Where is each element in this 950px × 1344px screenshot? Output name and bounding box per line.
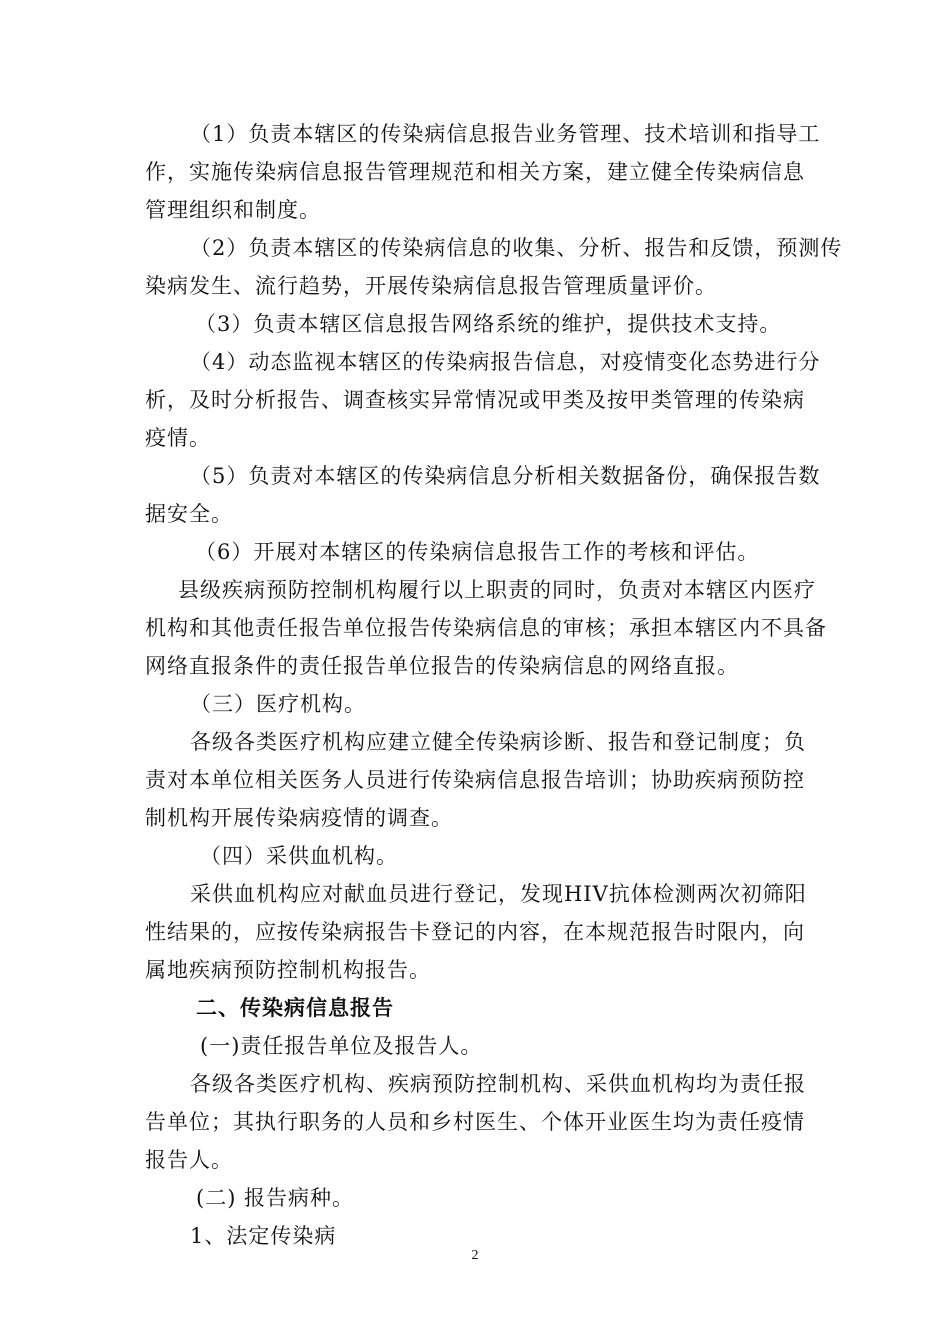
para-1-line-3: 管理组织和制度。 xyxy=(145,198,321,222)
para-9-line-2: 性结果的，应按传染病报告卡登记的内容，在本规范报告时限内，向 xyxy=(145,920,805,944)
para-3-line-1: （3）负责本辖区信息报告网络系统的维护，提供技术支持。 xyxy=(195,312,782,336)
para-1-line-2: 作，实施传染病信息报告管理规范和相关方案，建立健全传染病信息 xyxy=(145,160,805,184)
para-10-line-3: 报告人。 xyxy=(145,1148,233,1172)
para-1-line-1: （1）负责本辖区的传染病信息报告业务管理、技术培训和指导工 xyxy=(190,122,821,146)
heading-blood-institutions: （四）采供血机构。 xyxy=(200,844,398,868)
para-5-line-2: 据安全。 xyxy=(145,502,233,526)
para-8-line-1: 各级各类医疗机构应建立健全传染病诊断、报告和登记制度；负 xyxy=(190,730,806,754)
para-2-line-2: 染病发生、流行趋势，开展传染病信息报告管理质量评价。 xyxy=(145,274,717,298)
para-7-line-2: 机构和其他责任报告单位报告传染病信息的审核；承担本辖区内不具备 xyxy=(145,616,827,640)
para-2-line-1: （2）负责本辖区的传染病信息的收集、分析、报告和反馈，预测传 xyxy=(190,236,843,260)
para-4-line-2: 析，及时分析报告、调查核实异常情况或甲类及按甲类管理的传染病 xyxy=(145,388,805,412)
subheading-legal-infectious: 1、法定传染病 xyxy=(190,1224,337,1248)
para-8-line-2: 责对本单位相关医务人员进行传染病信息报告培训；协助疾病预防控 xyxy=(145,768,805,792)
para-8-line-3: 制机构开展传染病疫情的调查。 xyxy=(145,806,453,830)
para-9-line-1: 采供血机构应对献血员进行登记，发现HIV抗体检测两次初筛阳 xyxy=(190,882,807,906)
para-4-line-1: （4）动态监视本辖区的传染病报告信息，对疫情变化态势进行分 xyxy=(190,350,821,374)
para-6-line-1: （6）开展对本辖区的传染病信息报告工作的考核和评估。 xyxy=(195,540,760,564)
para-10-line-2: 告单位；其执行职务的人员和乡村医生、个体开业医生均为责任疫情 xyxy=(145,1110,805,1134)
para-4-line-3: 疫情。 xyxy=(145,426,211,450)
para-7-line-3: 网络直报条件的责任报告单位报告的传染病信息的网络直报。 xyxy=(145,654,739,678)
subheading-diseases: (二) 报告病种。 xyxy=(196,1186,355,1210)
heading-medical-institutions: （三）医疗机构。 xyxy=(190,692,366,716)
para-7-line-1: 县级疾病预防控制机构履行以上职责的同时，负责对本辖区内医疗 xyxy=(178,578,816,602)
section-heading-2: 二、传染病信息报告 xyxy=(196,996,394,1020)
para-10-line-1: 各级各类医疗机构、疾病预防控制机构、采供血机构均为责任报 xyxy=(190,1072,806,1096)
page-number: 2 xyxy=(471,1248,479,1263)
para-9-line-3: 属地疾病预防控制机构报告。 xyxy=(145,958,431,982)
subheading-reporting-units: (一)责任报告单位及报告人。 xyxy=(200,1034,483,1058)
para-5-line-1: （5）负责对本辖区的传染病信息分析相关数据备份，确保报告数 xyxy=(190,464,821,488)
